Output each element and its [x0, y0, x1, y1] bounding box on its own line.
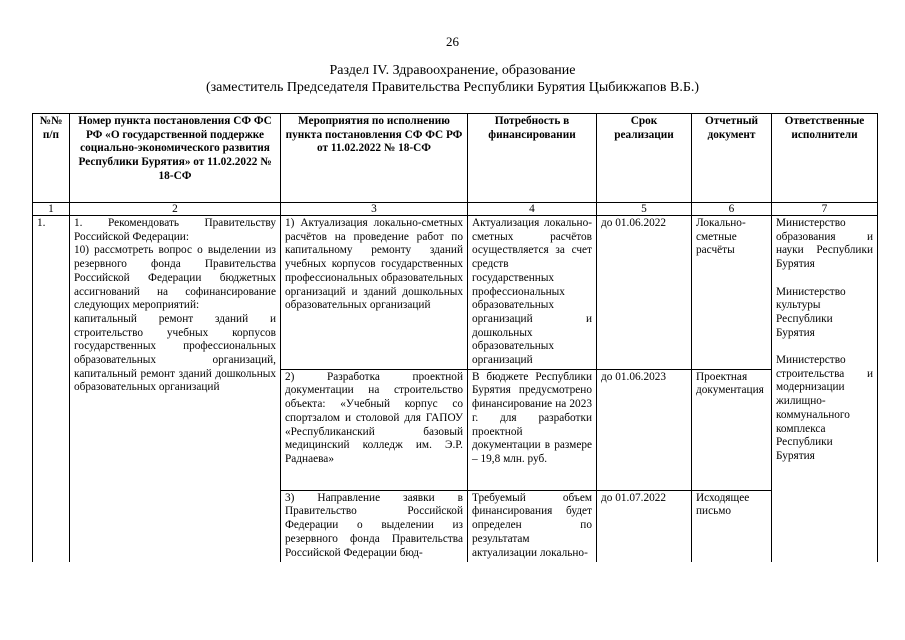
column-number: 5: [597, 203, 692, 216]
document-cell: Проектная документация: [692, 369, 772, 490]
column-number: 1: [33, 203, 70, 216]
point-paragraph: 1. Рекомендовать Правительству Российской Федерации:: [74, 217, 276, 243]
column-number: 2: [70, 203, 281, 216]
header-deadline: Срок реализации: [597, 114, 692, 203]
funding-cell: В бюджете Республики Бурятия предусмотрено финансирование на 2023 г. для разработки проектной документации в размере – 19,8 млн. руб.: [468, 369, 597, 490]
header-funding: Потребность в финансировании: [468, 114, 597, 203]
header-document: Отчетный документ: [692, 114, 772, 203]
header-point: Номер пункта постановления СФ ФС РФ «О государственной поддержке социально-экономического развития Республики Бурятия» от 11.02.2022 № 18-СФ: [70, 114, 281, 203]
executors-cell: [772, 216, 878, 563]
table-header-row: [33, 114, 878, 203]
document-cell: Локально-сметные расчёты: [692, 216, 772, 370]
executor-item: Министерство строительства и модернизации жилищно-коммунального комплекса Республики Бурятия: [776, 354, 873, 462]
column-number: 7: [772, 203, 878, 216]
table-row: [33, 216, 878, 370]
deadline-cell: до 01.06.2022: [597, 216, 692, 370]
column-numbers-row: [33, 203, 878, 216]
deadline-cell: до 01.07.2022: [597, 490, 692, 562]
row-number: 1.: [33, 216, 70, 563]
executor-item: Министерство культуры Республики Бурятия: [776, 285, 846, 339]
funding-cell: Требуемый объем финансирования будет определен по результатам актуализации локально-: [468, 490, 597, 562]
resolution-point-cell: [70, 216, 281, 563]
measure-cell: 2) Разработка проектной документации на строительство объекта: «Учебный корпус со спортзалом и столовой для ГАПОУ «Республиканский базовый медицинский колледж им. Э.Р. Раднаева»: [281, 369, 468, 490]
header-measures: Мероприятия по исполнению пункта постановления СФ ФС РФ от 11.02.2022 № 18-СФ: [281, 114, 468, 203]
measure-cell: 3) Направление заявки в Правительство Российской Федерации о выделении из резервного фонда Правительства Российской Федерации бюд-: [281, 490, 468, 562]
header-executors: Ответственные исполнители: [772, 114, 878, 203]
page-number: 26: [446, 34, 459, 49]
measure-cell: 1) Актуализация локально-сметных расчётов на проведение работ по капитальному ремонту зданий учебных корпусов государственных профессиональных образовательных организаций и зданий дошкольных образовательных организаций: [281, 216, 468, 370]
funding-cell: Актуализация локально-сметных расчётов осуществляется за счет средств государственных профессиональных образовательных организаций и дошкольных образовательных организаций: [468, 216, 597, 370]
point-paragraph: 10) рассмотреть вопрос о выделении из резервного фонда Правительства Российской Федерации бюджетных ассигнований на софинансирование следующих мероприятий:: [74, 244, 276, 312]
document-cell: Исходящее письмо: [692, 490, 772, 562]
section-title-line1: Раздел IV. Здравоохранение, образование: [329, 63, 576, 78]
header-num: №№ п/п: [33, 114, 70, 203]
column-number: 4: [468, 203, 597, 216]
executor-item: Министерство образования и науки Республики Бурятия: [776, 217, 873, 271]
column-number: 6: [692, 203, 772, 216]
deadline-cell: до 01.06.2023: [597, 369, 692, 490]
column-number: 3: [281, 203, 468, 216]
measures-table: [32, 113, 878, 562]
point-paragraph: капитальный ремонт зданий и строительство учебных корпусов государственных профессиональных образовательных организаций, капитальный ремонт зданий дошкольных образовательных организаций: [74, 312, 276, 394]
section-title-line2: (заместитель Председателя Правительства Республики Бурятия Цыбикжапов В.Б.): [205, 80, 700, 95]
